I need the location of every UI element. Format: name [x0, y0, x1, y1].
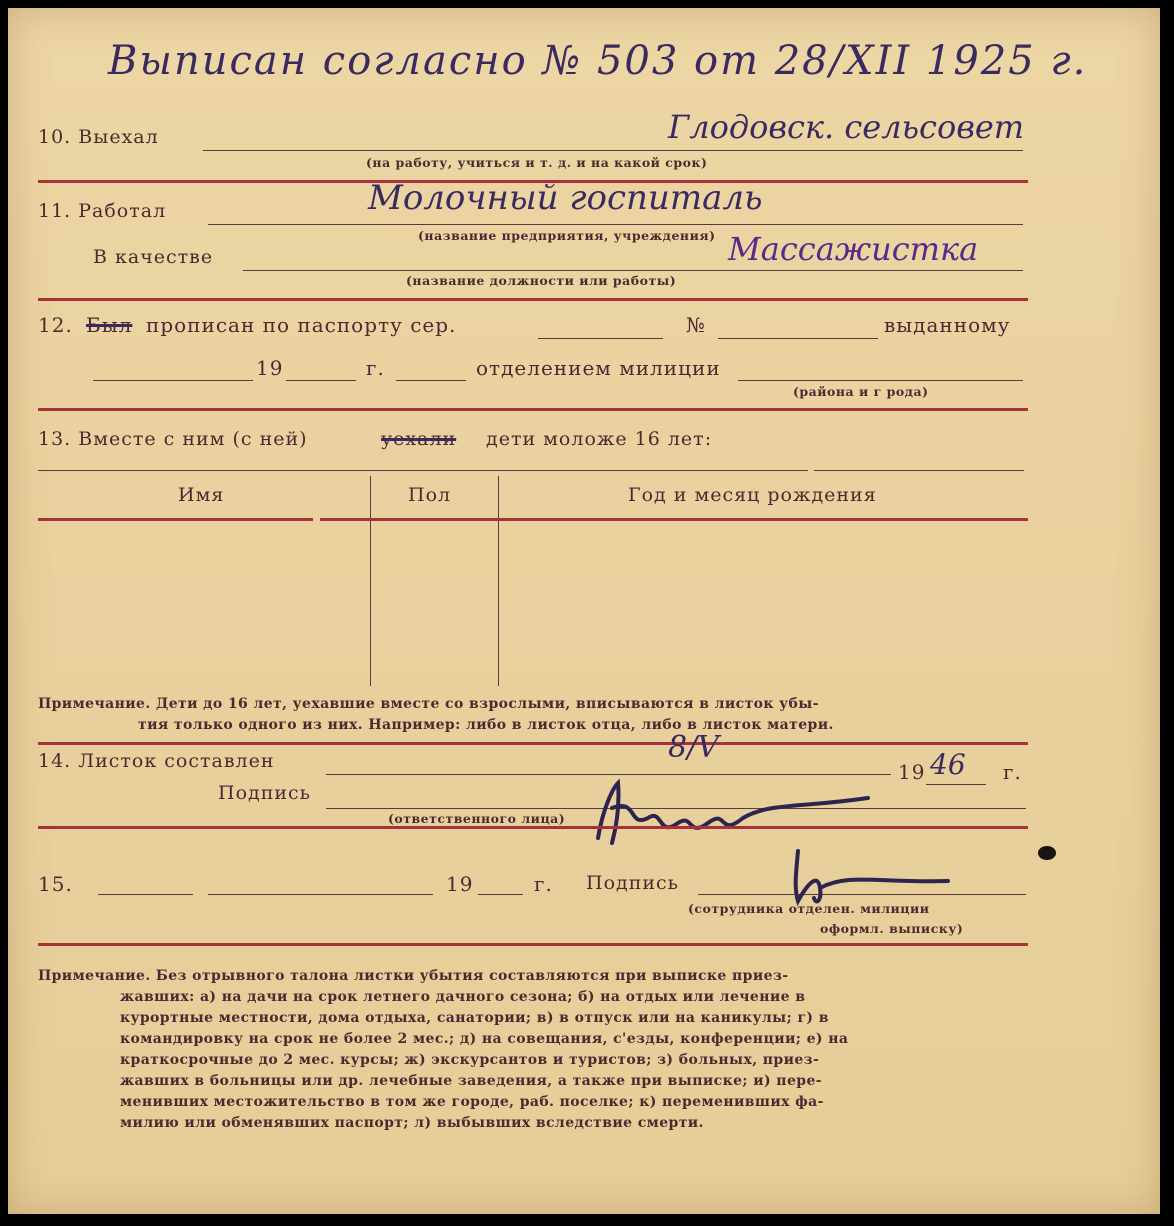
field-11b-line — [243, 270, 1023, 271]
field-15-caption-1: (сотрудника отделен. милиции — [688, 901, 930, 916]
field-15-label: 15. — [38, 872, 73, 896]
field-14-label: 14. Листок составлен — [38, 750, 275, 772]
field-11b-caption: (название должности или работы) — [406, 273, 677, 288]
field-15-sign-label: Подпись — [586, 872, 680, 894]
issued-label: выданному — [884, 313, 1011, 337]
field-10-line — [203, 150, 1023, 151]
field-15-caption-2: оформл. выписку) — [820, 921, 964, 936]
column-header-birth: Год и месяц рождения — [628, 484, 877, 506]
field-14-sign-label: Подпись — [218, 782, 312, 804]
field-14-year-prefix: 19 — [898, 760, 926, 784]
field-13-struck-word: уехали — [381, 428, 457, 450]
table-header-rule — [320, 518, 1028, 521]
number-line — [718, 338, 878, 339]
field-13-label: 13. Вместе с ним (с ней) — [38, 428, 308, 450]
children-line — [814, 470, 1024, 471]
table-header-rule — [38, 518, 313, 521]
table-column-divider — [498, 476, 499, 686]
handwritten-header: Выписан согласно № 503 от 28/XII 1925 г. — [108, 38, 1088, 84]
blank-line — [396, 380, 466, 381]
field-15-year-line — [478, 894, 523, 895]
field-13-text: дети моложе 16 лет: — [486, 428, 713, 450]
field-15-month-line — [208, 894, 433, 895]
field-11b-label: В качестве — [93, 246, 214, 268]
children-note-line-1: Примечание. Дети до 16 лет, уехавшие вместе со взрослыми, вписываются в листок убы- — [38, 696, 819, 712]
divider-rule — [38, 742, 1028, 745]
field-10-label: 10. Выехал — [38, 126, 159, 148]
divider-rule — [38, 298, 1028, 301]
field-11-caption: (название предприятия, учреждения) — [418, 228, 716, 243]
bottom-note-line-8: милию или обменявших паспорт; л) выбывших вследствие смерти. — [120, 1115, 704, 1131]
day-line — [93, 380, 253, 381]
punch-hole — [1038, 846, 1056, 860]
field-14-year-suffix: г. — [1003, 760, 1022, 784]
field-12-label: 12. — [38, 313, 73, 337]
field-15-day-line — [98, 894, 193, 895]
year-line — [286, 380, 356, 381]
bottom-note-line-7: менивших местожительство в том же городе, раб. поселке; к) переменивших фа- — [120, 1094, 824, 1110]
bottom-note-line-4: командировку на срок не более 2 мес.; д) на совещания, с'езды, конференции; е) на — [120, 1031, 849, 1047]
field-11b-handwriting: Массажистка — [728, 230, 979, 268]
form-sheet — [8, 8, 1160, 1214]
bottom-note-line-3: курортные местности, дома отдыха, санатории; в) в отпуск или на каникулы; г) в — [120, 1010, 829, 1026]
series-line — [538, 338, 663, 339]
divider-rule — [38, 408, 1028, 411]
bottom-note-line-2: жавших: а) на дачи на срок летнего дачного сезона; б) на отдых или лечение в — [120, 989, 806, 1005]
field-11-line — [208, 224, 1023, 225]
year-prefix: 19 — [256, 356, 284, 380]
bottom-note-line-6: жавших в больницы или др. лечебные заведения, а также при выписке; и) пере- — [120, 1073, 822, 1089]
field-14-year-line — [926, 784, 986, 785]
table-column-divider — [370, 476, 371, 686]
year-suffix: г. — [366, 356, 385, 380]
field-12-text: прописан по паспорту сер. — [146, 313, 457, 337]
field-11-label: 11. Работал — [38, 200, 167, 222]
field-10-handwriting: Глодовск. сельсовет — [668, 108, 1025, 146]
number-sign: № — [686, 313, 706, 337]
field-15-year-suffix: г. — [534, 872, 553, 896]
children-note-line-2: тия только одного из них. Например: либо в листок отца, либо в листок матери. — [138, 717, 834, 733]
field-14-date-handwriting: 8/V — [668, 730, 719, 765]
police-line — [738, 380, 1023, 381]
bottom-note-line-1: Примечание. Без отрывного талона листки убытия составляются при выписке приез- — [38, 968, 789, 984]
column-header-sex: Пол — [408, 484, 452, 506]
bottom-note-line-5: краткосрочные до 2 мес. курсы; ж) экскурсантов и туристов; з) больных, приез- — [120, 1052, 820, 1068]
police-label: отделением милиции — [476, 356, 721, 380]
field-10-caption: (на работу, учиться и т. д. и на какой срок) — [366, 155, 708, 170]
field-14-caption: (ответственного лица) — [388, 811, 566, 826]
divider-rule — [38, 826, 1028, 829]
field-11-handwriting: Молочный госпиталь — [368, 178, 763, 218]
column-header-name: Имя — [178, 484, 225, 506]
divider-rule — [38, 943, 1028, 946]
field-14-year-handwriting: 46 — [930, 748, 966, 781]
children-line — [38, 470, 808, 471]
field-15-year-prefix: 19 — [446, 872, 474, 896]
field-12-struck-word: Был — [86, 313, 133, 337]
field-12-caption: (района и г рода) — [793, 384, 929, 399]
